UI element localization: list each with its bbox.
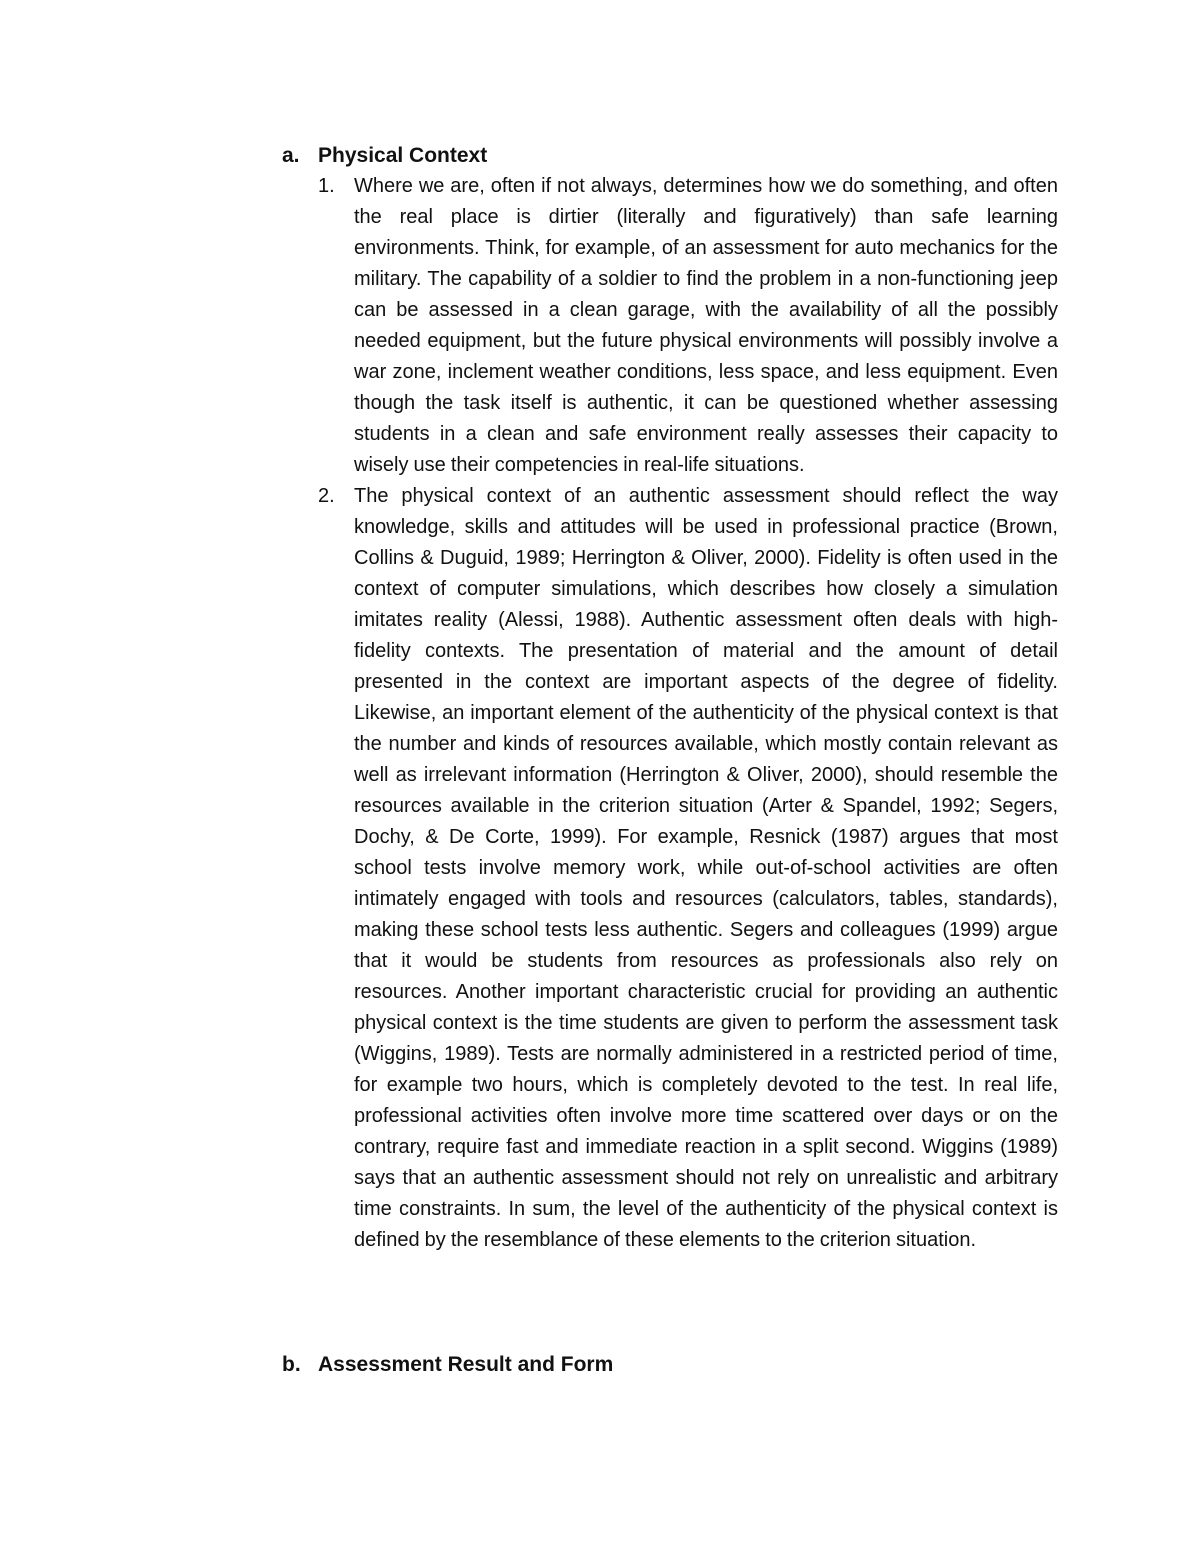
list-item [282, 481, 1058, 1256]
list-item-text: The physical context of an authentic assessment should reflect the way knowledge, skills and attitudes will be used in professional practice (Brown, Collins & Duguid, 1989; Herrington & Oliver, 2000). Fidelity is often used in the context of computer simulations, which describes how closely a simulation imitates reality (Alessi, 1988). Authentic assessment often deals with high-fidelity contexts. The presentation of material and the amount of detail presented in the context are important aspects of the degree of fidelity. Likewise, an important element of the authenticity of the physical context is that the number and kinds of resources available, which mostly contain relevant as well as irrelevant information (Herrington & Oliver, 2000), should resemble the resources available in the criterion situation (Arter & Spandel, 1992; Segers, Dochy, & De Corte, 1999). For example, Resnick (1987) argues that most school tests involve memory work, while out-of-school activities are often intimately engaged with tools and resources (calculators, tables, standards), making these school tests less authentic. Segers and colleagues (1999) argue that it would be students from resources as professionals also rely on resources. Another important characteristic crucial for providing an authentic physical context is the time students are given to perform the assessment task (Wiggins, 1989). Tests are normally administered in a restricted period of time, for example two hours, which is completely devoted to the test. In real life, professional activities often involve more time scattered over days or on the contrary, require fast and immediate reaction in a split second. Wiggins (1989) says that an authentic assessment should not rely on unrealistic and arbitrary time constraints. In sum, the level of the authenticity of the physical context is defined by the resemblance of these elements to the criterion situation. [354, 485, 1058, 1251]
section-title: Assessment Result and Form [318, 1353, 614, 1376]
section-physical-context [282, 140, 1062, 1256]
section-marker: b. [282, 1353, 301, 1376]
section-assessment-result-and-form [282, 1349, 1062, 1380]
section-heading [282, 1349, 1062, 1380]
list-item-number: 1. [318, 175, 335, 197]
section-title: Physical Context [318, 144, 488, 167]
section-heading [282, 140, 1062, 171]
section-marker: a. [282, 144, 300, 167]
numbered-list [282, 171, 1062, 1256]
list-item-text: Where we are, often if not always, determines how we do something, and often the real place is dirtier (literally and figuratively) than safe learning environments. Think, for example, of an assessment for auto mechanics for the military. The capability of a soldier to find the problem in a non-functioning jeep can be assessed in a clean garage, with the availability of all the possibly needed equipment, but the future physical environments will possibly involve a war zone, inclement weather conditions, less space, and less equipment. Even though the task itself is authentic, it can be questioned whether assessing students in a clean and safe environment really assesses their capacity to wisely use their competencies in real-life situations. [354, 175, 1058, 476]
list-item [282, 171, 1058, 481]
list-item-number: 2. [318, 485, 335, 507]
